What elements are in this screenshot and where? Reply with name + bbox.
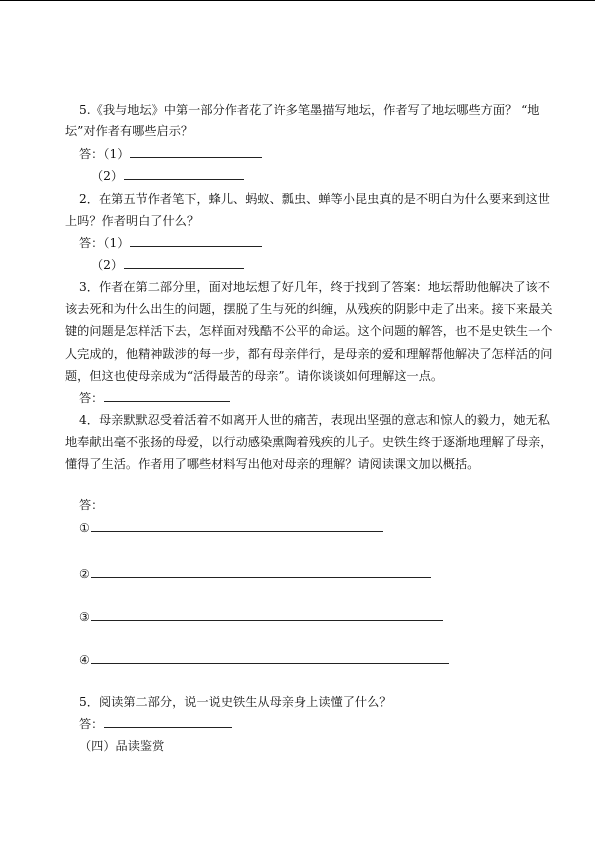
- answer-blank[interactable]: [104, 390, 230, 402]
- q5b-text-line1: 5．阅读第二部分，说一说史铁生从母亲身上读懂了什么？: [79, 695, 392, 709]
- answer-label: 答：（1）: [79, 236, 130, 250]
- q2-text-line2: 上吗？作者明白了什么？: [65, 214, 200, 228]
- q2-text-line1: 2．在第五节作者笔下，蜂儿、蚂蚁、瓢虫、蝉等小昆虫真的是不明白为什么要来到这世: [79, 192, 550, 206]
- q3-text-line4: 人完成的，他精神跋涉的每一步，都有母亲伴行，是母亲的爱和理解帮他解决了怎样活的问: [65, 347, 553, 361]
- q4-answer-3[interactable]: [79, 609, 443, 625]
- answer-blank[interactable]: [91, 520, 383, 532]
- answer-label: 答：: [79, 391, 104, 405]
- q5b-answer[interactable]: [79, 716, 232, 732]
- answer-label: 答：（1）: [79, 147, 130, 161]
- q5a-text-line1: 5.《我与地坛》中第一部分作者花了许多笔墨描写地坛，作者写了地坛哪些方面？ “地: [79, 103, 540, 117]
- q5a-answer-2[interactable]: [91, 168, 244, 184]
- q5a-answer-1[interactable]: [79, 146, 262, 162]
- q2-answer-2[interactable]: [91, 257, 244, 273]
- section-heading: （四）品读鉴赏: [79, 739, 165, 753]
- item-marker: ②: [79, 567, 90, 581]
- q4-text-line1: 4．母亲默默忍受着活着不如离开人世的痛苦，表现出坚强的意志和惊人的毅力，她无私: [79, 413, 550, 427]
- answer-blank[interactable]: [130, 235, 262, 247]
- item-marker: ④: [79, 653, 90, 667]
- q3-text-line5: 题，但这也使母亲成为“活得最苦的母亲”。请你谈谈如何理解这一点。: [65, 369, 444, 383]
- q4-answer-label: 答：: [79, 498, 104, 512]
- q3-text-line2: 该去死和为什么出生的问题，摆脱了生与死的纠缠，从残疾的阴影中走了出来。接下来最关: [65, 302, 553, 316]
- q3-text-line3: 键的问题是怎样活下去，怎样面对残酷不公平的命运。这个问题的解答，也不是史铁生一个: [65, 324, 553, 338]
- answer-blank[interactable]: [130, 146, 262, 158]
- answer-blank[interactable]: [104, 716, 232, 728]
- q4-text-line2: 地奉献出毫不张扬的母爱，以行动感染熏陶着残疾的儿子。史铁生终于逐渐地理解了母亲，: [65, 435, 553, 449]
- page-top-rule: [0, 0, 595, 1]
- answer-label: （2）: [91, 169, 124, 183]
- answer-blank[interactable]: [91, 609, 443, 621]
- answer-blank[interactable]: [124, 168, 244, 180]
- answer-label: （2）: [91, 258, 124, 272]
- q5a-text-line2: 坛”对作者有哪些启示？: [65, 124, 194, 138]
- q4-answer-1[interactable]: [79, 520, 383, 536]
- answer-blank[interactable]: [124, 257, 244, 269]
- answer-blank[interactable]: [91, 652, 449, 664]
- q4-answer-2[interactable]: [79, 566, 431, 582]
- answer-blank[interactable]: [91, 566, 431, 578]
- q4-text-line3: 懂得了生活。作者用了哪些材料写出他对母亲的理解？请阅读课文加以概括。: [65, 457, 480, 471]
- answer-label: 答：: [79, 717, 104, 731]
- q2-answer-1[interactable]: [79, 235, 262, 251]
- q4-answer-4[interactable]: [79, 652, 449, 668]
- item-marker: ①: [79, 521, 90, 535]
- q3-answer[interactable]: [79, 390, 230, 406]
- item-marker: ③: [79, 610, 90, 624]
- q3-text-line1: 3．作者在第二部分里，面对地坛想了好几年，终于找到了答案：地坛帮助他解决了该不: [79, 280, 550, 294]
